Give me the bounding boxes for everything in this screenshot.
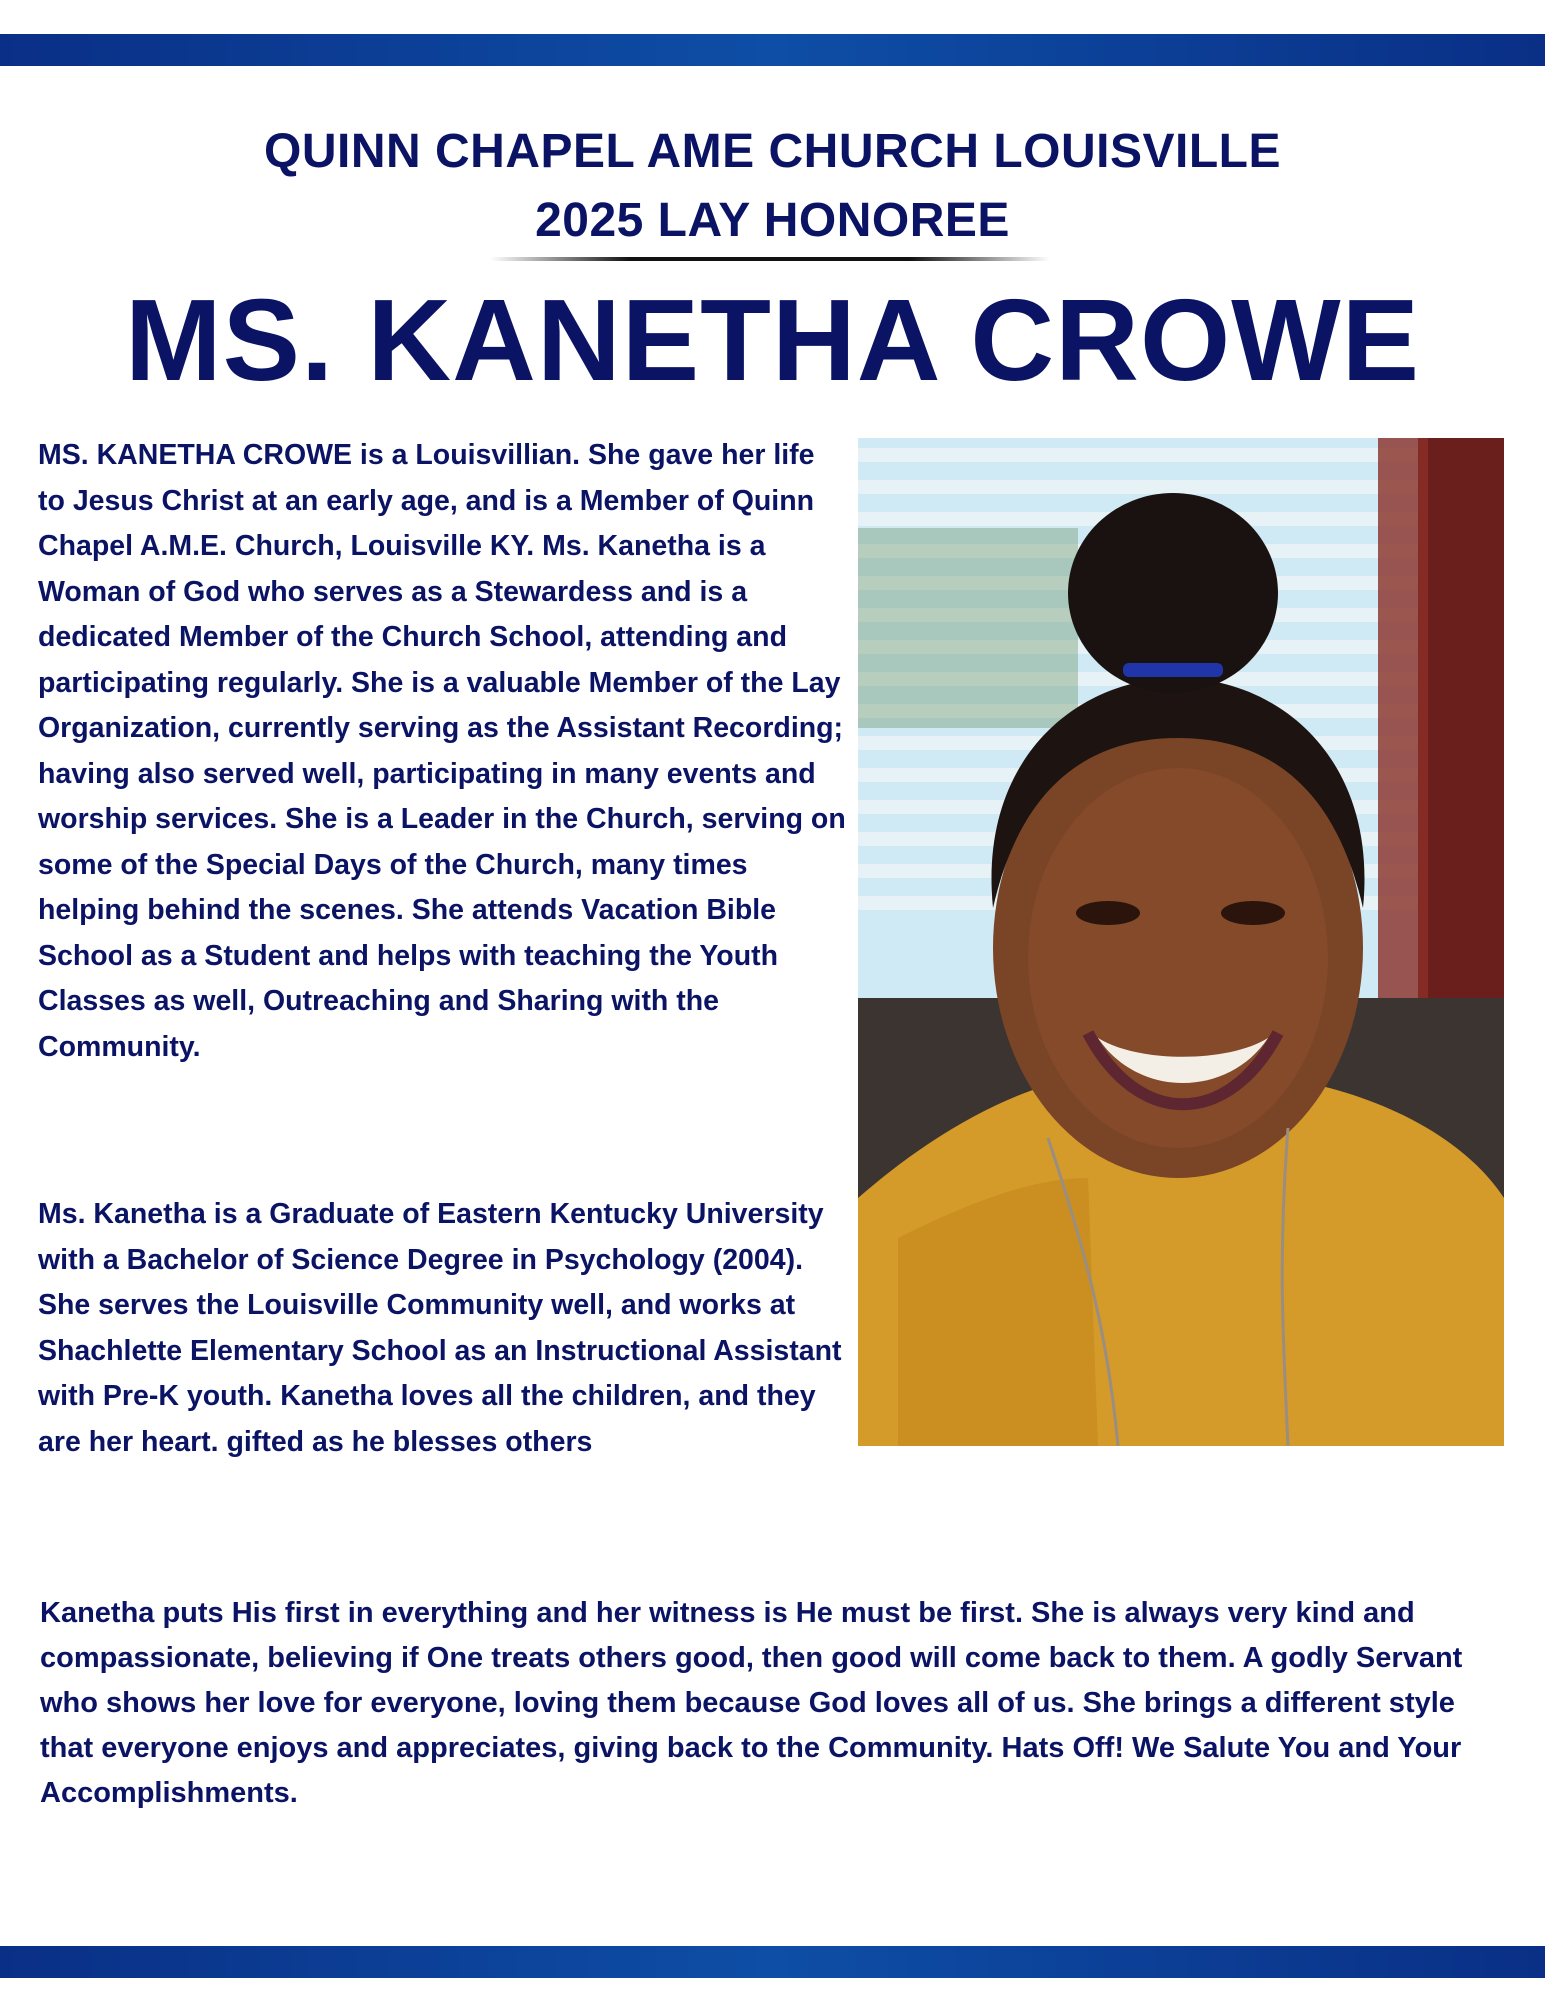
header-divider <box>490 257 1050 261</box>
church-name-heading: QUINN CHAPEL AME CHURCH LOUISVILLE <box>263 125 1282 178</box>
bio-paragraph-3: Kanetha puts His first in everything and her witness is He must be first. She is always very kind and compassionate, believing if One treats others good, then good will come back to them. A godly Servant who shows her love for everyone, loving them because God loves all of us. She brings a different style that everyone enjoys and appreciates, giving back to the Community. Hats Off! We Salute You and Your Accomplishments. <box>40 1597 1463 1809</box>
honoree-name-title: MS. KANETHA CROWE <box>124 275 1421 405</box>
top-border-bar <box>0 34 1545 66</box>
bio-paragraph-2: Ms. Kanetha is a Graduate of Eastern Kentucky University with a Bachelor of Science Degree in Psychology (2004). She serves the Louisville Community well, and works at Shachlette Elementary School as an Instructional Assistant with Pre-K youth. Kanetha loves all the children, and they are her heart. gifted as he blesses others <box>38 1198 842 1458</box>
bio-paragraph-1: MS. KANETHA CROWE is a Louisvillian. She gave her life to Jesus Christ at an early age, and is a Member of Quinn Chapel A.M.E. Church, Louisville KY. Ms. Kanetha is a Woman of God who serves as a Stewardess and is a dedicated Member of the Church School, attending and participating regularly. She is a valuable Member of the Lay Organization, currently serving as the Assistant Recording; having also served well, participating in many events and worship services. She is a Leader in the Church, serving on some of the Special Days of the Church, many times helping behind the scenes. She attends Vacation Bible School as a Student and helps with teaching the Youth Classes as well, Outreaching and Sharing with the Community. <box>38 439 846 1063</box>
honoree-photo <box>858 438 1504 1446</box>
bottom-border-bar <box>0 1946 1545 1978</box>
honoree-year-heading: 2025 LAY HONOREE <box>535 194 1010 247</box>
